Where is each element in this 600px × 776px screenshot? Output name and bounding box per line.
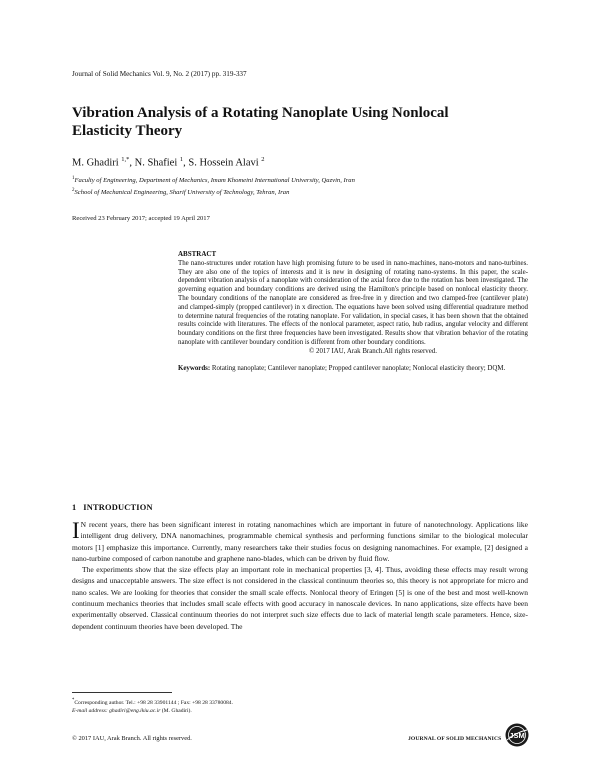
introduction-text bbox=[72, 519, 528, 632]
section-title: INTRODUCTION bbox=[83, 503, 153, 512]
author-name: S. Hossein Alavi bbox=[188, 157, 259, 169]
footnote bbox=[72, 697, 233, 715]
author-name: N. Shafiei bbox=[134, 157, 178, 169]
paragraph: I N recent years, there has been significant interest in rotating nanomachines which are important in future of nanotechnology. Applications like intelligent drug delivery, DNA nanomachines, programmable chemical synthesis and performing functions similar to the biological molecular motors [1] emphasize this importance. Currently, many researchers take their studies focus on designing nanomachines. For example, [2] designed a nano-turbine composed of carbon nanotube and graphene nano-blades, which can be driven by fluid flow. bbox=[72, 518, 528, 563]
paragraph: The experiments show that the size effects play an important role in mechanical properties [3, 4]. Thus, avoiding these effects may result wrong designs and unacceptable answers. The size effect is not considered in the classical continuum theories so, this theory is not appropriate for micro and nano scales. We are looking for theories that consider the small scale effects. Nonlocal theory of Eringen [5] is one of the best and most well-known continuum mechanics theories that includes small scale effects with good accuracy in nanoscale devices. In nano applications, size effects have been experimentally observed. Classical continuum theories do not interpret such size effects due to lack of material length scale parameters. Hence, size-dependent continuum theories have been developed. The bbox=[72, 565, 528, 631]
abstract-block bbox=[178, 250, 528, 373]
jsm-logo-icon bbox=[505, 723, 529, 747]
received-dates: Received 23 February 2017; accepted 19 April 2017 bbox=[72, 215, 210, 222]
journal-reference: Journal of Solid Mechanics Vol. 9, No. 2 (2017) pp. 319-337 bbox=[72, 70, 247, 78]
email-note: E-mail address: ghadiri@eng.ikiu.ac.ir (M. Ghadiri). bbox=[72, 708, 192, 715]
abstract-body: The nano-structures under rotation have high promising future to be used in nano-machines, nano-motors and nano-turbines. They are also one of the topics of interests and it is new in designing of rotating nano-systems. In this paper, the scale-dependent vibration analysis of a nanoplate with consideration of the axial force due to the rotation has been investigated. The governing equation and boundary conditions are derived using the Hamilton's principle based on nonlocal elasticity theory. The boundary conditions of the nanoplate are considered as free-free in y direction and two clamped-free (cantilever plate) and clamped-simply (propped cantilever) in x direction. The equations have been solved using differential quadrature method to determine natural frequencies of the rotating nanoplate. For validation, in special cases, it has been shown that the obtained results coincide with literatures. The effects of the nonlocal parameter, aspect ratio, hub radius, angular velocity and different boundary conditions on the first three frequencies have been investigated. Results show that vibration behavior of the rotating nanoplate with cantilever boundary condition is different from other boundary conditions. bbox=[178, 259, 528, 346]
affiliation-list bbox=[72, 174, 355, 198]
author-name: M. Ghadiri bbox=[72, 157, 119, 169]
section-heading bbox=[72, 503, 153, 512]
abstract-heading: ABSTRACT bbox=[178, 250, 217, 258]
drop-cap: I bbox=[72, 518, 80, 543]
author-affiliation-mark: 2 bbox=[261, 156, 265, 163]
author-list: M. Ghadiri $^{1,*}$, N. Shafiei $^1$, S. Hossein Alavi $^2$ bbox=[72, 156, 265, 169]
email-link[interactable]: ghadiri@eng.ikiu.ac.ir bbox=[109, 708, 161, 715]
keywords-text: Rotating nanoplate; Cantilever nanoplate; Propped cantilever nanoplate; Nonlocal elasticity theory; DQM. bbox=[211, 364, 506, 372]
author-affiliation-mark: 1,* bbox=[121, 156, 130, 163]
footnote-divider bbox=[72, 692, 172, 693]
logo-mark-text: JSM bbox=[509, 731, 525, 740]
journal-logo-text: JOURNAL OF SOLID MECHANICS bbox=[408, 736, 502, 742]
author-affiliation-mark: 1 bbox=[179, 156, 184, 163]
affiliation: $^2$School of Mechanical Engineering, Sharif University of Technology, Tehran, Iran bbox=[72, 188, 290, 197]
corresponding-author-note: *Corresponding author. Tel.: +98 28 33901144 ; Fax: +98 28 33780084. bbox=[72, 698, 233, 706]
footer-copyright: © 2017 IAU, Arak Branch. All rights reserved. bbox=[72, 735, 192, 742]
paper-title: Vibration Analysis of a Rotating Nanoplate Using Nonlocal Elasticity Theory bbox=[72, 105, 449, 139]
keywords bbox=[178, 365, 528, 374]
abstract-copyright: © 2017 IAU, Arak Branch.All rights reserved. bbox=[309, 347, 437, 355]
affiliation: $^1$Faculty of Engineering, Department of Mechanics, Imam Khomeini International University, Qazvin, Iran bbox=[72, 176, 355, 185]
keywords-label: Keywords: bbox=[178, 364, 211, 372]
section-number: 1 bbox=[72, 503, 77, 512]
